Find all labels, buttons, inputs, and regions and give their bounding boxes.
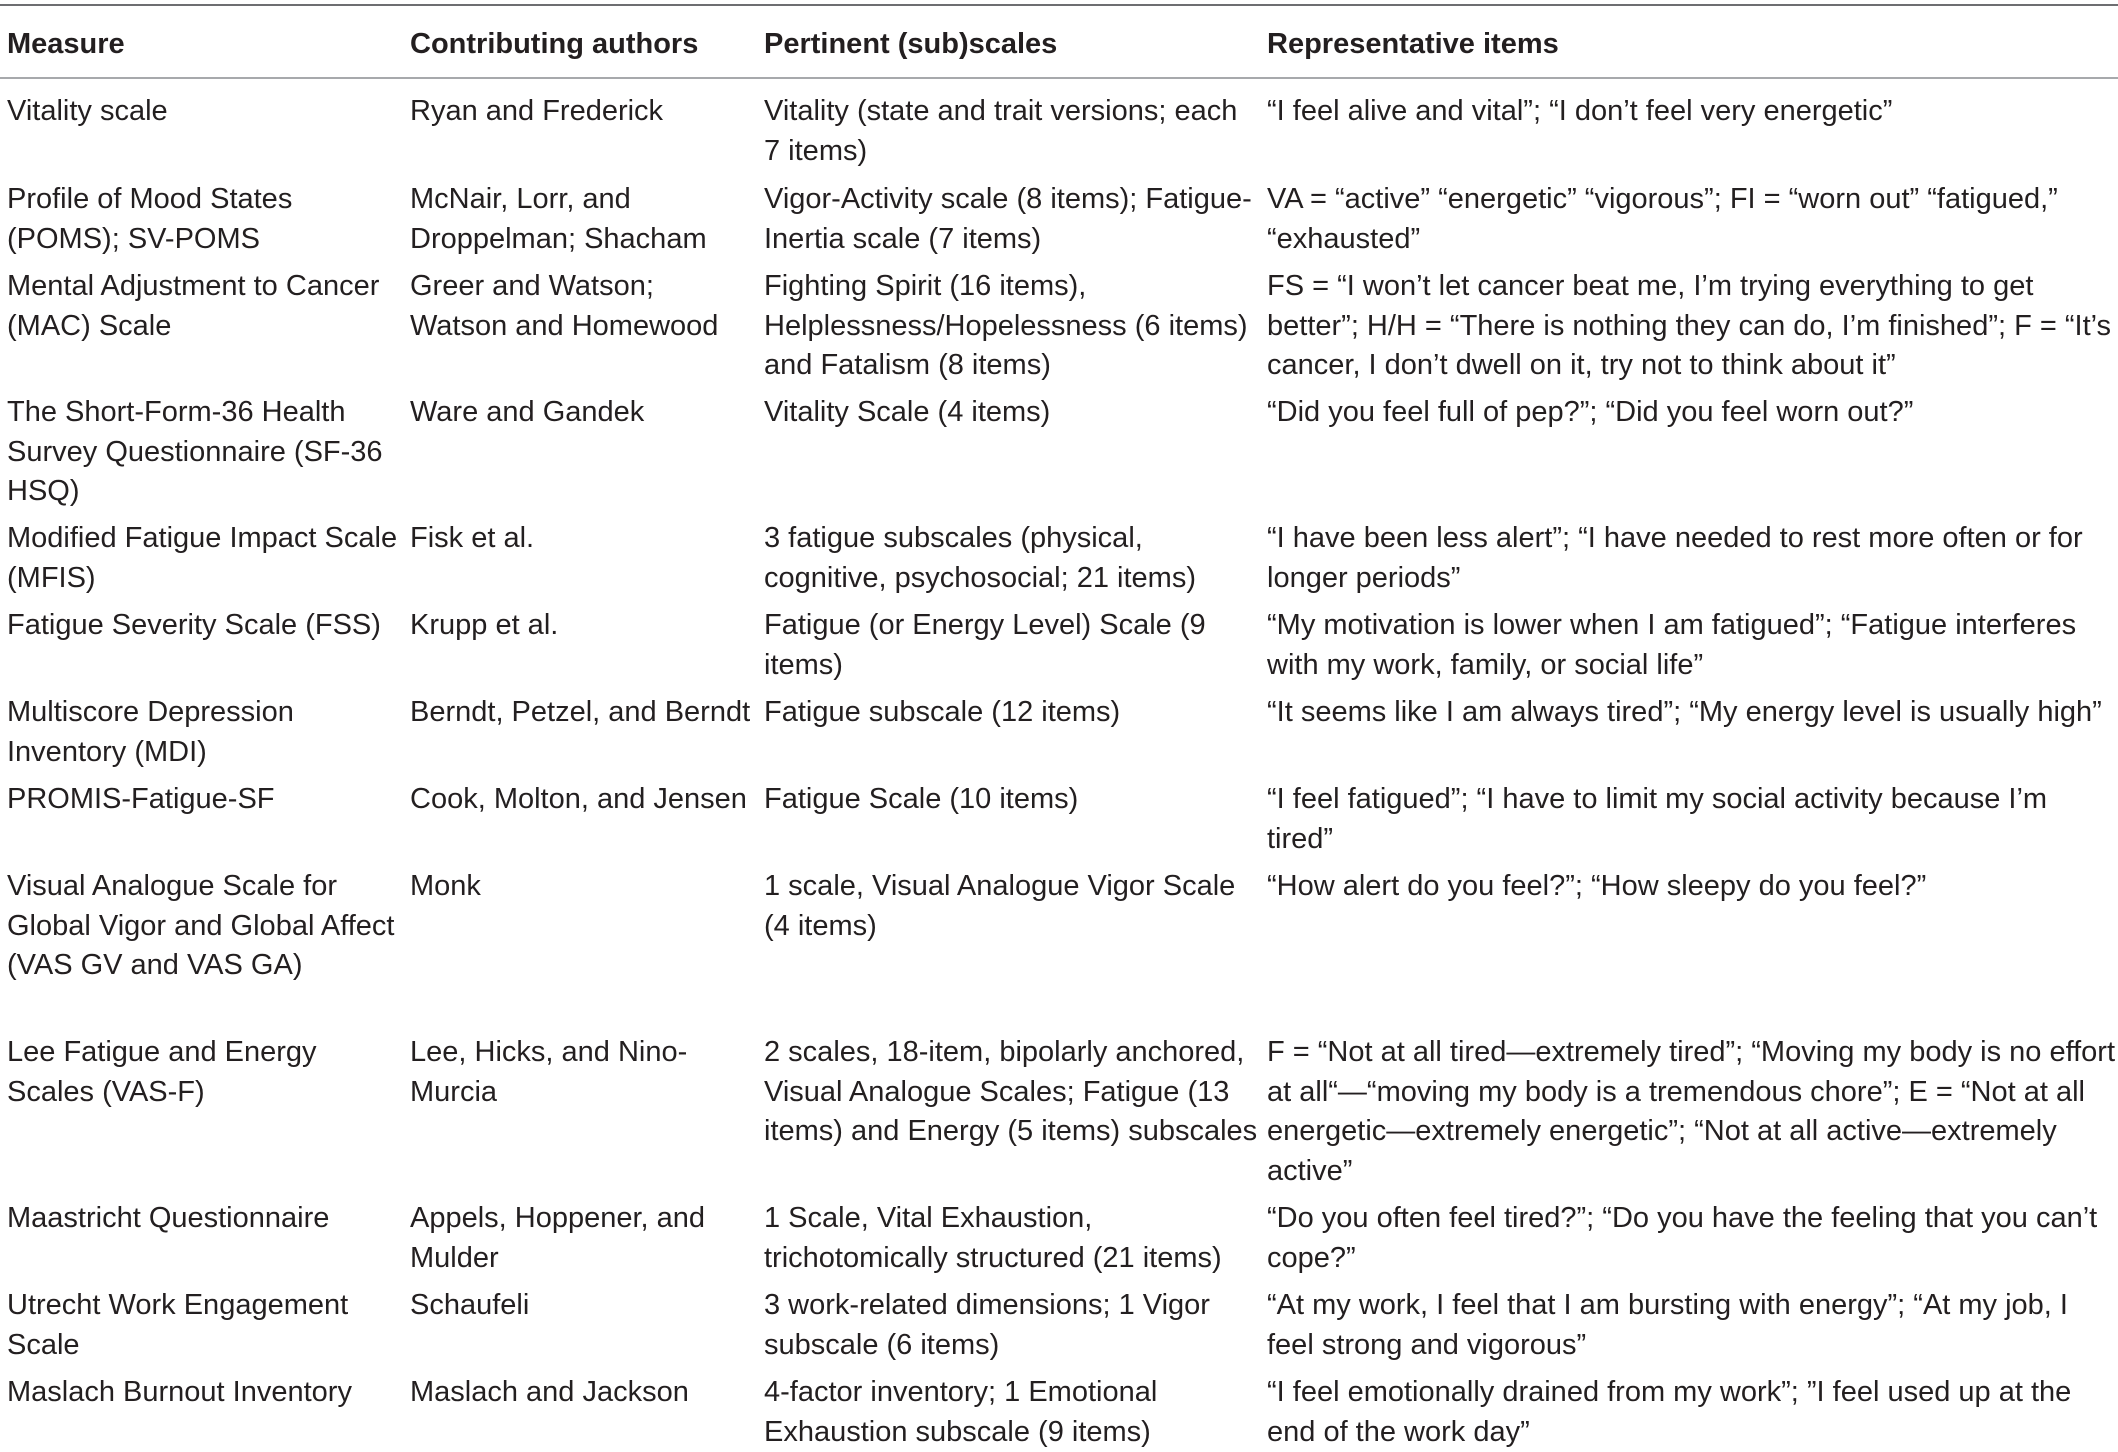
cell-subscales: Fatigue (or Energy Level) Scale (9 items) <box>764 609 1206 681</box>
cell-subscales: 1 scale, Visual Analogue Vigor Scale (4 items) <box>764 870 1236 942</box>
cell-subscales: Fatigue Scale (10 items) <box>764 783 1079 815</box>
cell-authors: Lee, Hicks, and Nino-Murcia <box>410 1036 688 1108</box>
cell-subscales: Fighting Spirit (16 items), Helplessness/Hopelessness (6 items) and Fatalism (8 items) <box>764 270 1248 381</box>
cell-subscales: 3 fatigue subscales (physical, cognitive, psychosocial; 21 items) <box>764 522 1196 594</box>
cell-authors: Berndt, Petzel, and Berndt <box>410 696 751 728</box>
cell-subscales: 1 Scale, Vital Exhaustion, trichotomically structured (21 items) <box>764 1202 1222 1274</box>
cell-measure: Multiscore Depression Inventory (MDI) <box>7 696 294 768</box>
table-top-rule <box>0 4 2118 6</box>
cell-items: FS = “I won’t let cancer beat me, I’m trying everything to get better”; H/H = “There is nothing they can do, I’m finished”; F = “It’s cancer, I don’t dwell on it, try not to think about it” <box>1267 270 2112 381</box>
cell-items: “I feel emotionally drained from my work”; ”I feel used up at the end of the work day” <box>1267 1376 2072 1448</box>
cell-measure: Maastricht Questionnaire <box>7 1202 330 1234</box>
cell-authors: Krupp et al. <box>410 609 559 641</box>
cell-measure: Fatigue Severity Scale (FSS) <box>7 609 381 641</box>
cell-authors: Maslach and Jackson <box>410 1376 689 1408</box>
cell-authors: Ware and Gandek <box>410 396 645 428</box>
cell-authors: Ryan and Frederick <box>410 95 664 127</box>
header-measure: Measure <box>7 28 125 60</box>
cell-subscales: 3 work-related dimensions; 1 Vigor subscale (6 items) <box>764 1289 1210 1361</box>
cell-items: “I have been less alert”; “I have needed to rest more often or for longer periods” <box>1267 522 2083 594</box>
cell-items: “Did you feel full of pep?”; “Did you feel worn out?” <box>1267 396 1914 428</box>
cell-items: “How alert do you feel?”; “How sleepy do you feel?” <box>1267 870 1927 902</box>
cell-items: VA = “active” “energetic” “vigorous”; FI = “worn out” “fatigued,” “exhausted” <box>1267 183 2058 255</box>
cell-authors: Appels, Hoppener, and Mulder <box>410 1202 706 1274</box>
cell-items: “It seems like I am always tired”; “My energy level is usually high” <box>1267 696 2102 728</box>
cell-measure: Modified Fatigue Impact Scale (MFIS) <box>7 522 398 594</box>
cell-subscales: Fatigue subscale (12 items) <box>764 696 1121 728</box>
cell-items: “My motivation is lower when I am fatigued”; “Fatigue interferes with my work, family, or social life” <box>1267 609 2077 681</box>
cell-authors: Schaufeli <box>410 1289 530 1321</box>
cell-authors: McNair, Lorr, and Droppelman; Shacham <box>410 183 707 255</box>
cell-measure: Vitality scale <box>7 95 168 127</box>
header-authors: Contributing authors <box>410 28 699 60</box>
cell-items: “I feel alive and vital”; “I don’t feel very energetic” <box>1267 95 1893 127</box>
cell-measure: Maslach Burnout Inventory <box>7 1376 352 1408</box>
header-items: Representative items <box>1267 28 1559 60</box>
cell-authors: Cook, Molton, and Jensen <box>410 783 747 815</box>
cell-subscales: Vitality Scale (4 items) <box>764 396 1051 428</box>
cell-measure: Visual Analogue Scale for Global Vigor and Global Affect (VAS GV and VAS GA) <box>7 870 395 981</box>
cell-items: “I feel fatigued”; “I have to limit my social activity because I’m tired” <box>1267 783 2048 855</box>
header-rule <box>0 77 2118 79</box>
cell-authors: Greer and Watson; Watson and Homewood <box>410 270 719 342</box>
cell-authors: Monk <box>410 870 481 902</box>
cell-subscales: Vigor-Activity scale (8 items); Fatigue-Inertia scale (7 items) <box>764 183 1252 255</box>
cell-measure: Mental Adjustment to Cancer (MAC) Scale <box>7 270 380 342</box>
cell-authors: Fisk et al. <box>410 522 535 554</box>
cell-subscales: Vitality (state and trait versions; each 7 items) <box>764 95 1238 167</box>
cell-measure: PROMIS-Fatigue-SF <box>7 783 275 815</box>
cell-measure: The Short-Form-36 Health Survey Questionnaire (SF-36 HSQ) <box>7 396 383 507</box>
cell-subscales: 2 scales, 18-item, bipolarly anchored, Visual Analogue Scales; Fatigue (13 items) and Energy (5 items) subscales <box>764 1036 1258 1147</box>
cell-items: “Do you often feel tired?”; “Do you have the feeling that you can’t cope?” <box>1267 1202 2098 1274</box>
cell-items: “At my work, I feel that I am bursting with energy”; “At my job, I feel strong and vigorous” <box>1267 1289 2068 1361</box>
header-subscales: Pertinent (sub)scales <box>764 28 1058 60</box>
cell-items: F = “Not at all tired—extremely tired”; “Moving my body is no effort at all“—“moving my body is a tremendous chore”; E = “Not at all energetic—extremely energetic”; “Not at all active—extremely active” <box>1267 1036 2116 1187</box>
cell-measure: Profile of Mood States (POMS); SV-POMS <box>7 183 293 255</box>
cell-measure: Lee Fatigue and Energy Scales (VAS-F) <box>7 1036 317 1108</box>
cell-subscales: 4-factor inventory; 1 Emotional Exhaustion subscale (9 items) <box>764 1376 1158 1448</box>
cell-measure: Utrecht Work Engagement Scale <box>7 1289 349 1361</box>
